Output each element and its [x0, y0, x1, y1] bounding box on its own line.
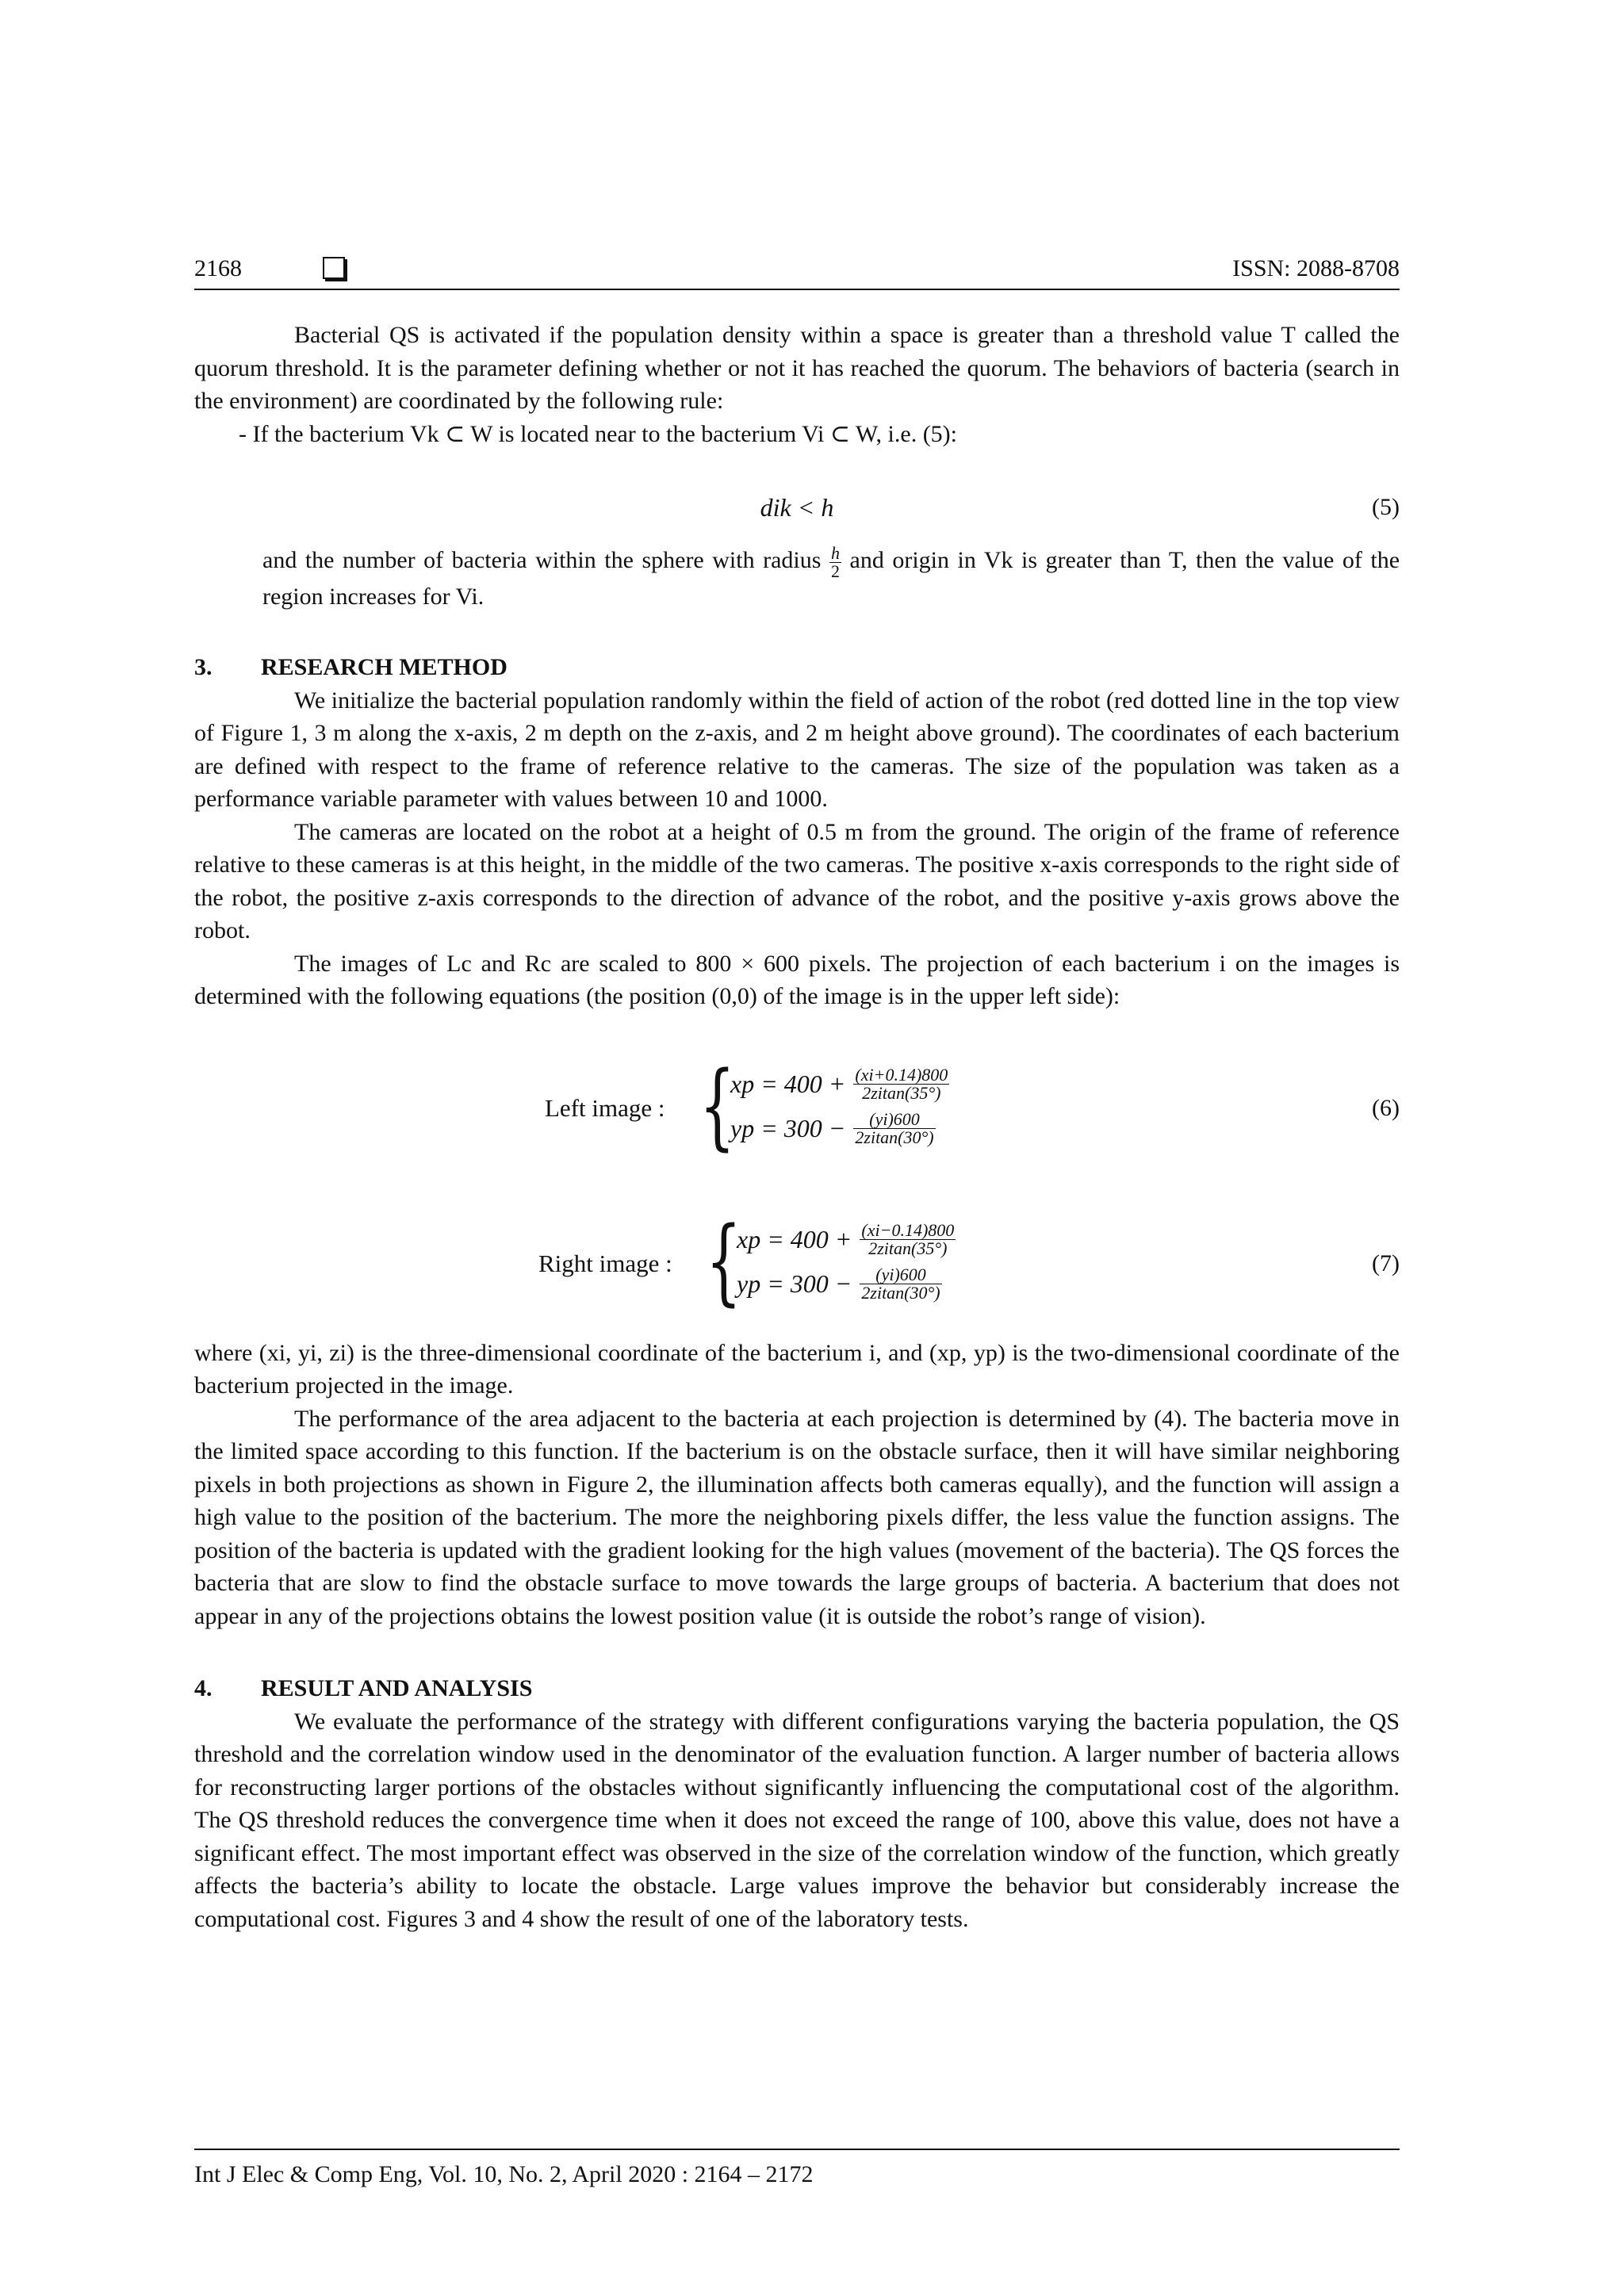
equation-6-row-1-lhs: xp = 400 + [730, 1069, 846, 1098]
equation-7-row-1 [737, 1218, 956, 1262]
equation-6-row-2-numerator: (yi)600 [853, 1111, 935, 1129]
equation-6-row-2-denominator: 2zitan(30°) [855, 1127, 934, 1148]
square-icon [323, 257, 345, 279]
section-3-number: 3. [194, 654, 213, 681]
equation-7-row-2-lhs: yp = 300 − [737, 1269, 852, 1298]
intro-paragraph: Bacterial QS is activated if the population density within a space is greater than a threshold value T called the quorum threshold. It is the parameter defining whether or not it has reached the quorum. The behaviors of bacteria (search in the environment) are coordinated by the following rule: [194, 322, 1400, 414]
section-3-title: RESEARCH METHOD [261, 654, 508, 681]
rule-continuation-b: and origin in Vk is greater than T, then the value of the region increases for Vi. [262, 547, 1400, 610]
rule-continuation-a: and the number of bacteria within the sphere with radius [262, 547, 822, 573]
equation-6-row-2-lhs: yp = 300 − [730, 1113, 846, 1142]
section-3-paragraph-2: The cameras are located on the robot at a height of 0.5 m from the ground. The origin of the frame of reference relative to these cameras is at this height, in the middle of the two cameras. The positive x-axis corresponds to the right side of the robot, the positive z-axis corresponds to the direction of advance of the robot, and the positive y-axis grows above the robot. [194, 818, 1400, 944]
equation-5-number: (5) [1372, 494, 1400, 520]
equation-7-rows [737, 1218, 956, 1307]
radius-fraction-top: h [830, 542, 840, 563]
equation-7-row-1-lhs: xp = 400 + [737, 1224, 852, 1253]
section-3-paragraph-5: The performance of the area adjacent to the bacteria at each projection is determined by (4). The bacteria move in the limited space according to this function. If the bacterium is on the obstacle surface, then it will have similar neighboring pixels in both projections as shown in Figure 2, the illumination affects both cameras equally), and the function will assign a high value to the position of the bacterium. The more the neighboring pixels differ, the less value the function assigns. The position of the bacteria is updated with the gradient looking for the high values (movement of the bacteria). The QS forces the bacteria that are slow to find the obstacle surface to move towards the large groups of bacteria. A bacterium that does not appear in any of the projections obtains the lowest position value (it is outside the robot’s range of vision). [194, 1405, 1400, 1629]
page-number: 2168 [194, 255, 242, 281]
equation-6-row-1 [730, 1062, 949, 1107]
section-3-paragraph-3: The images of Lc and Rc are scaled to 800 × 600 pixels. The projection of each bacterium i on the images is determined with the following equations (the position (0,0) of the image is in the upper left side): [194, 950, 1400, 1010]
equation-7-row-2-numerator: (yi)600 [860, 1266, 941, 1284]
left-brace-icon: { [699, 1050, 736, 1160]
right-brace-icon: { [706, 1205, 742, 1315]
equation-7-row-1-numerator: (xi−0.14)800 [861, 1220, 955, 1241]
equation-6-row-2 [730, 1107, 949, 1151]
rule-bullet: - If the bacterium Vk ⊂ W is located near to the bacterium Vi ⊂ W, i.e. (5): [239, 420, 958, 447]
footer-rule [194, 2149, 1400, 2150]
equation-6-rows [730, 1062, 949, 1151]
equation-6-number: (6) [1372, 1094, 1400, 1121]
footer-citation: Int J Elec & Comp Eng, Vol. 10, No. 2, April 2020 : 2164 – 2172 [194, 2161, 814, 2187]
equation-6-row-1-fraction [853, 1066, 949, 1102]
equation-7-label: Right image : [538, 1249, 672, 1277]
section-4-title: RESULT AND ANALYSIS [261, 1675, 533, 1702]
equation-6-row-1-numerator: (xi+0.14)800 [855, 1065, 948, 1085]
equation-7-row-1-fraction [860, 1222, 956, 1257]
equation-7-number: (7) [1372, 1249, 1400, 1276]
equation-6-label: Left image : [545, 1093, 665, 1122]
equation-7-row-2-fraction [860, 1266, 941, 1302]
equation-7-row-2-denominator: 2zitan(30°) [861, 1283, 940, 1303]
equation-5-expr: dik < h [760, 493, 834, 522]
page-body [194, 319, 1400, 1935]
section-3-paragraph-4: where (xi, yi, zi) is the three-dimensional coordinate of the bacterium i, and (xp, yp) is the two-dimensional coordinate of the bacterium projected in the image. [194, 1339, 1400, 1399]
equation-5 [194, 484, 1400, 531]
section-4-number: 4. [194, 1675, 213, 1702]
equation-7-row-2 [737, 1262, 956, 1307]
radius-fraction-bottom: 2 [830, 561, 840, 581]
rule-continuation [194, 544, 1400, 613]
section-4-heading [194, 1672, 1400, 1705]
page [194, 0, 1400, 2296]
section-4-paragraph-1: We evaluate the performance of the strategy with different configurations varying the bacteria population, the QS threshold and the correlation window used in the denominator of the evaluation function. A larger number of bacteria allows for reconstructing larger portions of the obstacles without significantly influencing the computational cost of the algorithm. The QS threshold reduces the convergence time when it does not exceed the range of 100, above this value, does not have a significant effect. The most important effect was observed in the size of the correlation window of the function, which greatly affects the bacteria’s ability to locate the obstacle. Large values improve the behavior but considerably increase the computational cost. Figures 3 and 4 show the result of one of the laboratory tests. [194, 1708, 1400, 1932]
page-header [194, 252, 1400, 290]
equation-6 [194, 1050, 1400, 1169]
equation-7-row-1-denominator: 2zitan(35°) [868, 1238, 948, 1259]
equation-6-row-1-denominator: 2zitan(35°) [862, 1083, 941, 1104]
header-rule [194, 289, 1400, 290]
issn: ISSN: 2088-8708 [1232, 255, 1400, 281]
section-3-paragraph-1: We initialize the bacterial population randomly within the field of action of the robot (red dotted line in the top view of Figure 1, 3 m along the x-axis, 2 m depth on the z-axis, and 2 m height above ground). The coordinates of each bacterium are defined with respect to the frame of reference relative to the cameras. The size of the population was taken as a performance variable parameter with values between 10 and 1000. [194, 687, 1400, 813]
section-3-heading [194, 651, 1400, 684]
equation-6-row-2-fraction [853, 1111, 935, 1146]
radius-fraction [829, 542, 841, 581]
equation-7 [194, 1205, 1400, 1324]
